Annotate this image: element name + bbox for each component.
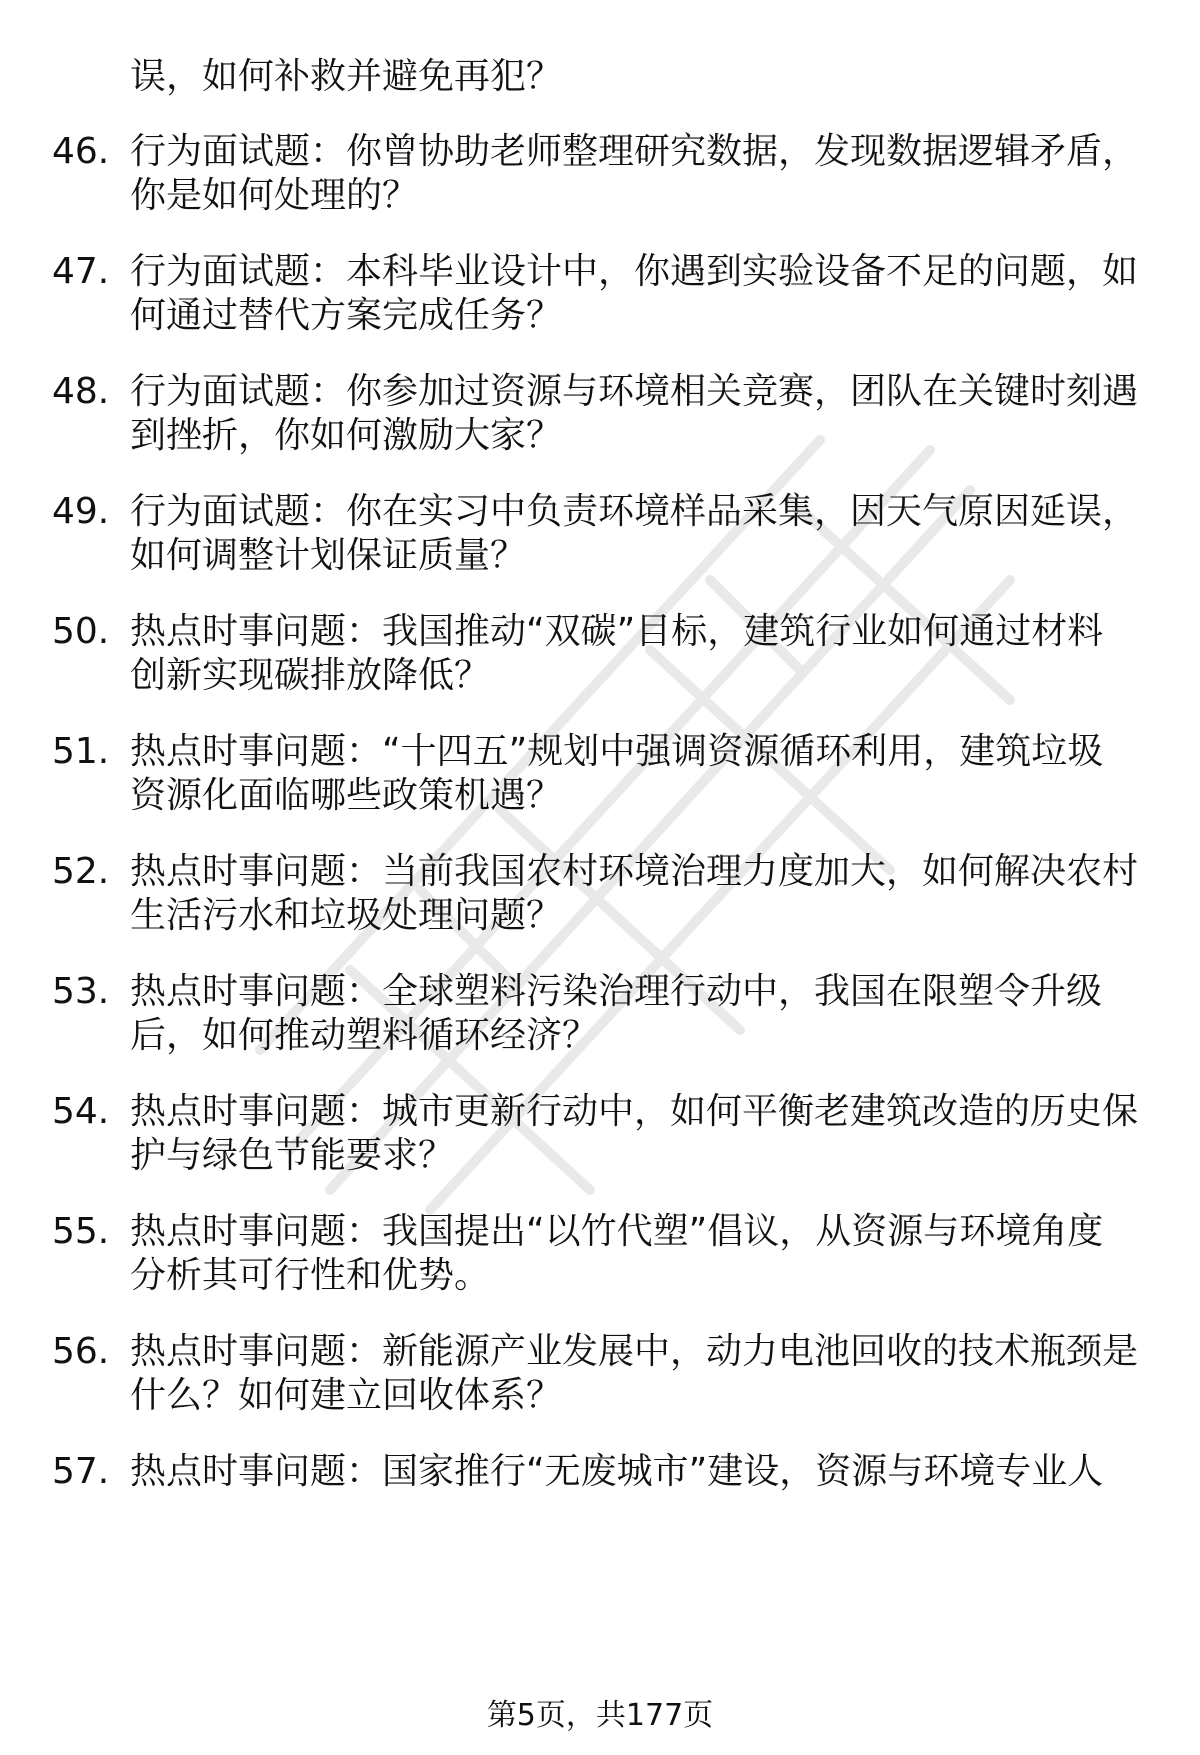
question-text: 资源化面临哪些政策机遇？: [130, 775, 563, 816]
question-text: 行为面试题：你在实习中负责环境样品采集，因天气原因延误，: [130, 491, 1139, 532]
question-text: 何通过替代方案完成任务？: [130, 295, 563, 336]
question-text: 热点时事问题：新能源产业发展中，动力电池回收的技术瓶颈是: [130, 1331, 1139, 1372]
question-text: 后，如何推动塑料循环经济？: [130, 1015, 599, 1056]
question-number: 51.: [52, 731, 110, 772]
question-text: 热点时事问题：我国推动“双碳”目标，建筑行业如何通过材料: [130, 611, 1104, 652]
question-text: 热点时事问题：我国提出“以竹代塑”倡议，从资源与环境角度: [130, 1211, 1104, 1252]
question-text: 生活污水和垃圾处理问题？: [130, 895, 563, 936]
question-text: 行为面试题：本科毕业设计中，你遇到实验设备不足的问题，如: [130, 251, 1139, 292]
question-number: 52.: [52, 851, 110, 892]
lead-line-text: 误，如何补救并避免再犯？: [130, 56, 563, 97]
question-number: 57.: [52, 1451, 110, 1492]
question-text: 创新实现碳排放降低？: [130, 655, 491, 696]
question-number: 47.: [52, 251, 110, 292]
question-number: 49.: [52, 491, 110, 532]
question-number: 53.: [52, 971, 110, 1012]
question-text: 热点时事问题：“十四五”规划中强调资源循环利用，建筑垃圾: [130, 731, 1104, 772]
question-number: 54.: [52, 1091, 110, 1132]
question-text: 你是如何处理的？: [130, 175, 419, 216]
question-text: 什么？如何建立回收体系？: [130, 1375, 563, 1416]
question-text: 护与绿色节能要求？: [130, 1135, 455, 1176]
question-number: 48.: [52, 371, 110, 412]
question-text: 热点时事问题：国家推行“无废城市”建设，资源与环境专业人: [130, 1451, 1104, 1492]
question-text: 热点时事问题：全球塑料污染治理行动中，我国在限塑令升级: [130, 971, 1103, 1012]
question-text: 热点时事问题：当前我国农村环境治理力度加大，如何解决农村: [130, 851, 1139, 892]
question-number: 46.: [52, 131, 110, 172]
question-text: 行为面试题：你曾协助老师整理研究数据，发现数据逻辑矛盾，: [130, 131, 1139, 172]
page-footer: 第5页，共177页: [486, 1698, 714, 1733]
question-text: 行为面试题：你参加过资源与环境相关竞赛，团队在关键时刻遇: [130, 371, 1139, 412]
question-number: 50.: [52, 611, 110, 652]
question-text: 分析其可行性和优势。: [130, 1255, 491, 1296]
question-text: 到挫折，你如何激励大家？: [130, 415, 563, 456]
question-number: 56.: [52, 1331, 110, 1372]
question-text: 热点时事问题：城市更新行动中，如何平衡老建筑改造的历史保: [130, 1091, 1139, 1132]
question-number: 55.: [52, 1211, 110, 1252]
question-text: 如何调整计划保证质量？: [130, 535, 527, 576]
